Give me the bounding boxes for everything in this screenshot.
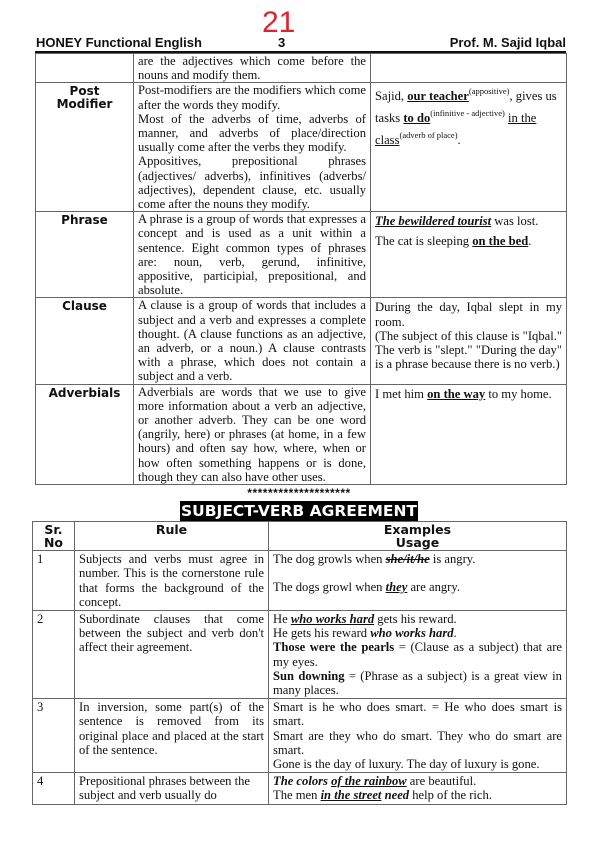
example-cell — [371, 54, 567, 83]
subject-verb-agreement-table — [32, 521, 567, 804]
header-author: Prof. M. Sajid Iqbal — [449, 35, 566, 50]
example-text: is angry. — [429, 552, 476, 567]
example-annotation: (adverb of place) — [399, 130, 458, 141]
rule-cell: Prepositional phrases between the subject and verb usually do — [75, 773, 269, 804]
example-line — [273, 552, 562, 566]
example-line — [273, 669, 562, 697]
header-rule — [75, 522, 269, 551]
example-highlight: Those were the pearls — [273, 640, 395, 655]
example-cell — [269, 551, 567, 611]
example-highlight: who works hard — [290, 611, 375, 626]
definition-cell: Adverbials are words that we use to give more information about a verb an adjective, or another adverb. They can be one word (angrily, here) or phrases (at home, in a few hours) and often say how, where, when or how often something happens or is done, though they can also have other uses. — [134, 384, 371, 484]
sr-number: 3 — [33, 699, 75, 773]
table-row — [33, 699, 567, 773]
sr-number: 2 — [33, 610, 75, 698]
example-text: . — [457, 133, 461, 148]
example-highlight: they — [385, 580, 408, 595]
example-highlight: need — [384, 788, 410, 803]
example-highlight: who works hard — [370, 626, 454, 641]
example-line: During the day, Iqbal slept in my room. — [375, 300, 562, 329]
example-text: = (Clause as a subject) that are my eyes. — [273, 640, 562, 669]
definition-cell: A clause is a group of words that includes a subject and a verb and expresses a complete thought. (A clause functions as an adjective, an adverb, or a noun.) A clause contrasts with a phrase, which does not contain a subject and a verb. — [134, 298, 371, 384]
sr-number: 4 — [33, 773, 75, 804]
example-highlight: in the class — [375, 111, 537, 148]
example-text: . — [528, 234, 532, 249]
table-row — [36, 83, 567, 212]
header-text: No — [43, 535, 64, 551]
example-text: I met him — [375, 386, 428, 401]
section-separator: ******************** — [247, 486, 351, 501]
example-cell — [371, 384, 567, 484]
table-row — [36, 298, 567, 384]
example-text: , gives us tasks — [375, 89, 557, 126]
example-text: The dog growls when — [273, 552, 386, 567]
example-text: are beautiful. — [406, 774, 477, 789]
table-row — [36, 54, 567, 83]
example-text: . — [453, 626, 457, 641]
table-row — [33, 551, 567, 611]
example-line: Gone is the day of luxury. The day of luxury is gone. — [273, 756, 540, 771]
header-chapter-number: 3 — [278, 35, 286, 50]
table-row — [36, 384, 567, 484]
example-highlight: our teacher — [407, 89, 469, 104]
example-text: The cat is sleeping — [375, 234, 473, 249]
page-header — [35, 34, 566, 53]
header-examples — [269, 522, 567, 551]
example-cell — [269, 699, 567, 773]
example-highlight: to do — [403, 111, 431, 126]
section-title-text: SUBJECT-VERB AGREEMENT — [180, 502, 417, 521]
example-line — [273, 580, 562, 594]
example-text: Sajid, — [375, 89, 408, 104]
example-annotation: (appositive) — [468, 86, 510, 97]
example-text: are angry. — [407, 580, 460, 595]
example-line — [273, 612, 562, 626]
example-text: gets his reward. — [374, 611, 457, 626]
example-highlight: on the bed — [472, 234, 529, 249]
term-label: Post — [69, 84, 100, 99]
definition-text: Post-modifiers are the modifiers which come after the words they modify. — [138, 83, 366, 112]
definition-cell: are the adjectives which come before the nouns and modify them. — [134, 54, 371, 83]
table-header-row — [33, 522, 567, 551]
example-cell — [269, 773, 567, 804]
term-cell — [36, 83, 134, 212]
example-line — [273, 626, 562, 640]
table-row — [36, 212, 567, 298]
header-text: Usage — [395, 535, 440, 551]
example-cell — [371, 83, 567, 212]
example-cell — [371, 212, 567, 298]
example-cell — [269, 610, 567, 698]
term-cell — [36, 54, 134, 83]
example-line — [273, 774, 562, 788]
section-title — [32, 501, 566, 521]
definition-cell — [134, 83, 371, 212]
example-line: Smart is he who does smart. = He who does smart is smart. — [273, 700, 562, 729]
grammar-terms-table — [35, 53, 567, 485]
header-text: Rule — [155, 522, 188, 538]
header-sr-no — [33, 522, 75, 551]
example-highlight: in the street — [320, 788, 382, 803]
sr-number: 1 — [33, 551, 75, 611]
term-label: Modifier — [56, 97, 113, 112]
example-annotation: (infinitive - adjective) — [430, 108, 505, 119]
header-book-title: HONEY Functional English — [36, 35, 202, 50]
example-line — [375, 234, 562, 248]
example-text: The men — [273, 788, 321, 803]
example-text: = (Phrase as a subject) is a great view in many places. — [273, 668, 562, 697]
example-text: He — [273, 611, 291, 626]
rule-cell: Subjects and verbs must agree in number. This is the cornerstone rule that forms the background of the concept. — [75, 551, 269, 611]
example-line — [273, 640, 562, 668]
example-highlight: The bewildered tourist — [375, 214, 492, 229]
page-number: 21 — [262, 6, 296, 39]
example-highlight: on the way — [427, 386, 486, 401]
table-row — [33, 773, 567, 804]
rule-cell: In inversion, some part(s) of the sentence is removed from its original place and placed at the start of the sentence. — [75, 699, 269, 773]
term-cell: Phrase — [36, 212, 134, 298]
example-highlight: Sun downing — [273, 668, 345, 683]
example-text: was lost. — [491, 214, 539, 229]
example-line: Smart are they who do smart. They who do smart are smart. — [273, 728, 562, 757]
example-highlight: of the rainbow — [331, 774, 407, 789]
example-highlight: she/it/he — [385, 552, 430, 567]
example-text: The dogs growl when — [273, 580, 386, 595]
example-line — [375, 214, 562, 228]
example-highlight: The colors — [273, 774, 332, 789]
term-cell: Adverbials — [36, 384, 134, 484]
definition-text: Appositives, prepositional phrases (adjectives/ adverbs), infinitives (adverbs/ adjectives), dependent clause, etc. usually come after the nouns they modify. — [138, 154, 366, 212]
example-line: (The subject of this clause is "Iqbal." The verb is "slept." "During the day" is a phrase because there is no verb.) — [375, 328, 562, 372]
term-cell: Clause — [36, 298, 134, 384]
header-text: Sr. — [44, 522, 63, 538]
rule-cell: Subordinate clauses that come between the subject and verb don't affect their agreement. — [75, 610, 269, 698]
example-text: He gets his reward — [273, 626, 371, 641]
definition-text: Most of the adverbs of time, adverbs of manner, and adverbs of place/direction usually come after the verbs they modify. — [138, 111, 366, 155]
example-line — [273, 788, 562, 802]
example-cell — [371, 298, 567, 384]
definition-cell: A phrase is a group of words that expresses a concept and is used as a unit within a sentence. Eight common types of phrases are: noun, verb, gerund, infinitive, appositive, participial, prepositional, and absolute. — [134, 212, 371, 298]
header-text: Examples — [383, 522, 452, 538]
example-text: to my home. — [485, 386, 552, 401]
table-row — [33, 610, 567, 698]
example-text: help of the rich. — [409, 788, 492, 803]
